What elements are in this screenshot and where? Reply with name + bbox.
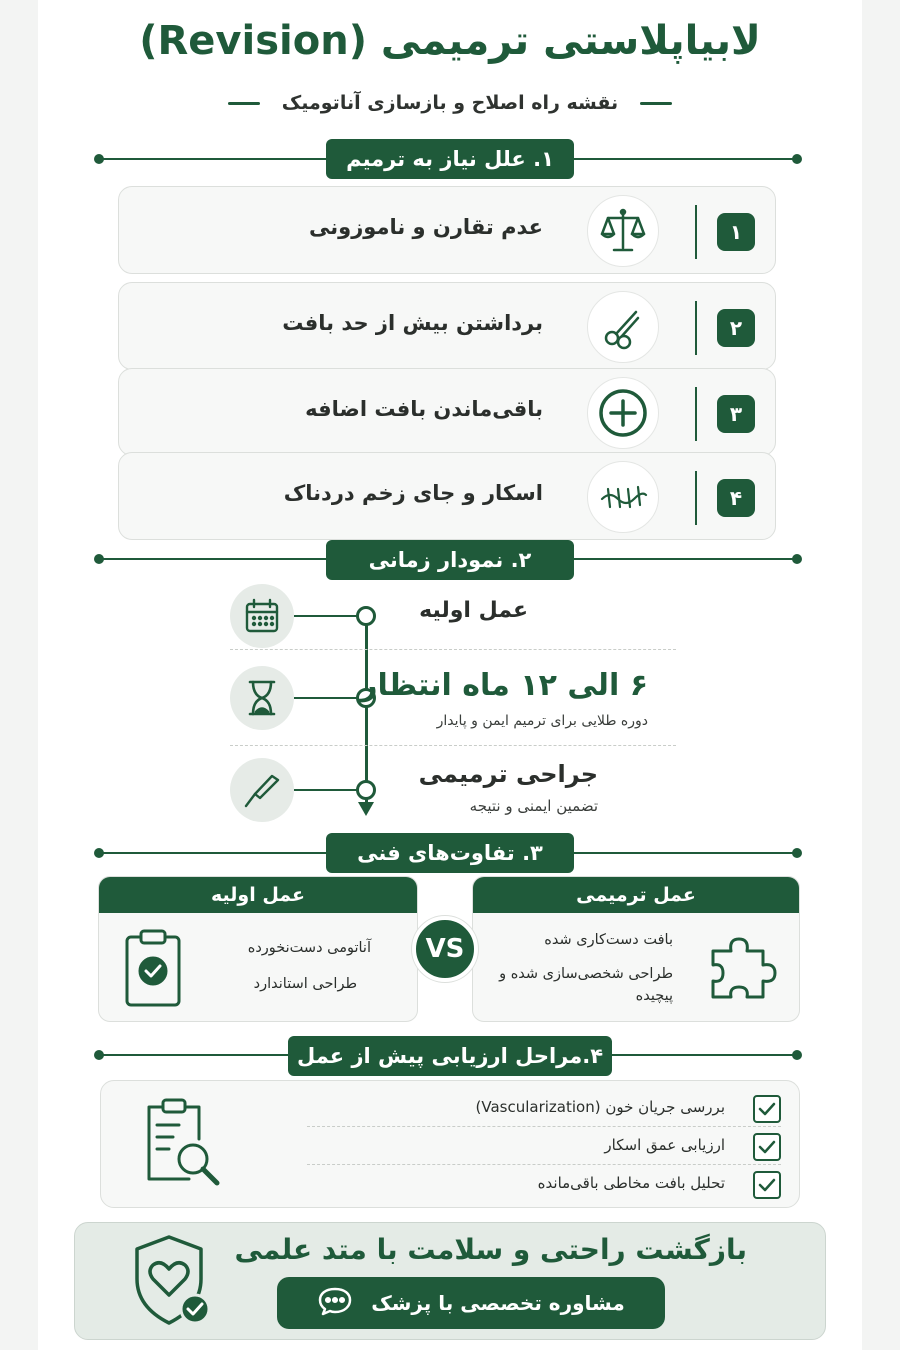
calendar-icon	[230, 584, 294, 648]
checkbox-checked-icon	[753, 1133, 781, 1161]
evaluation-item-text: ارزیابی عمق اسکار	[604, 1136, 725, 1154]
clipboard-search-icon	[143, 1095, 223, 1193]
cta-title: بازگشت راحتی و سلامت با متد علمی	[234, 1233, 747, 1266]
evaluation-item	[307, 1089, 781, 1127]
timeline-step-title: جراحی ترمیمی	[418, 760, 598, 788]
stitches-icon	[587, 461, 659, 533]
consultation-button[interactable]	[277, 1277, 665, 1329]
clipboard-check-icon	[123, 927, 183, 1013]
reason-card	[118, 452, 776, 540]
reason-separator	[695, 301, 697, 355]
page-subtitle: نقشه راه اصلاح و بازسازی آناتومیک	[281, 92, 619, 114]
timeline-connector	[294, 789, 358, 791]
reason-number: ۲	[717, 309, 755, 347]
hourglass-icon	[230, 666, 294, 730]
reason-text: عدم تقارن و ناموزونی	[309, 215, 543, 239]
reason-number: ۱	[717, 213, 755, 251]
evaluation-item-text: تحلیل بافت مخاطی باقی‌مانده	[537, 1174, 725, 1192]
cta-card	[74, 1222, 826, 1340]
checkbox-checked-icon	[753, 1095, 781, 1123]
primary-surgery-card	[98, 876, 418, 1022]
evaluation-card	[100, 1080, 800, 1208]
section-title-reasons: ۱. علل نیاز به ترمیم	[326, 139, 574, 179]
reason-separator	[695, 205, 697, 259]
timeline-axis	[365, 614, 368, 804]
evaluation-item	[307, 1165, 781, 1203]
timeline-step-title: عمل اولیه	[419, 598, 528, 623]
timeline-node	[356, 606, 376, 626]
reason-number: ۳	[717, 395, 755, 433]
reason-text: اسکار و جای زخم دردناک	[283, 481, 543, 505]
reason-separator	[695, 471, 697, 525]
plus-circle-icon	[587, 377, 659, 449]
reason-number: ۴	[717, 479, 755, 517]
reason-card	[118, 186, 776, 274]
compare-item: آناتومی دست‌نخورده	[247, 940, 371, 956]
reason-card	[118, 368, 776, 456]
compare-item: طراحی استاندارد	[253, 976, 357, 992]
reason-text: برداشتن بیش از حد بافت	[282, 311, 543, 335]
timeline-connector	[294, 615, 358, 617]
timeline-divider	[230, 649, 676, 650]
card-title: عمل ترمیمی	[473, 877, 799, 913]
section-title-evaluation: ۴.مراحل ارزیابی پیش از عمل	[288, 1036, 612, 1076]
checkbox-checked-icon	[753, 1171, 781, 1199]
timeline-step-subtitle: تضمین ایمنی و نتیجه	[469, 797, 598, 815]
scale-icon	[587, 195, 659, 267]
section-title-compare: ۳. تفاوت‌های فنی	[326, 833, 574, 873]
scissors-icon	[587, 291, 659, 363]
timeline-step-subtitle: دوره طلایی برای ترمیم ایمن و پایدار	[436, 713, 648, 729]
shield-heart-icon	[131, 1233, 217, 1335]
compare-item: بافت دست‌کاری شده	[544, 932, 673, 948]
consultation-button-label: مشاوره تخصصی با پزشک	[371, 1291, 625, 1315]
subtitle-row	[38, 88, 862, 118]
revision-surgery-card	[472, 876, 800, 1022]
page-title: لابیاپلاستی ترمیمی (Revision)	[139, 18, 761, 64]
compare-item: طراحی شخصی‌سازی شده و پیچیده	[499, 966, 673, 1004]
vs-badge: VS	[412, 916, 478, 982]
timeline-divider	[230, 745, 676, 746]
section-title-timeline: ۲. نمودار زمانی	[326, 540, 574, 580]
reason-separator	[695, 387, 697, 441]
subtitle-dash-left	[228, 102, 260, 105]
puzzle-icon	[707, 929, 783, 1009]
timeline-arrow	[358, 802, 374, 816]
evaluation-item	[307, 1127, 781, 1165]
infographic-page	[38, 0, 862, 1350]
reason-text: باقی‌ماندن بافت اضافه	[305, 397, 543, 421]
scalpel-icon	[230, 758, 294, 822]
reason-card	[118, 282, 776, 370]
card-title: عمل اولیه	[99, 877, 417, 913]
timeline-node	[356, 780, 376, 800]
chat-bubble-icon	[317, 1286, 353, 1321]
timeline-connector	[294, 697, 358, 699]
subtitle-dash-right	[640, 102, 672, 105]
timeline-step-title: ۶ الی ۱۲ ماه انتظار	[360, 668, 648, 703]
evaluation-item-text: بررسی جریان خون (Vascularization)	[475, 1098, 725, 1116]
